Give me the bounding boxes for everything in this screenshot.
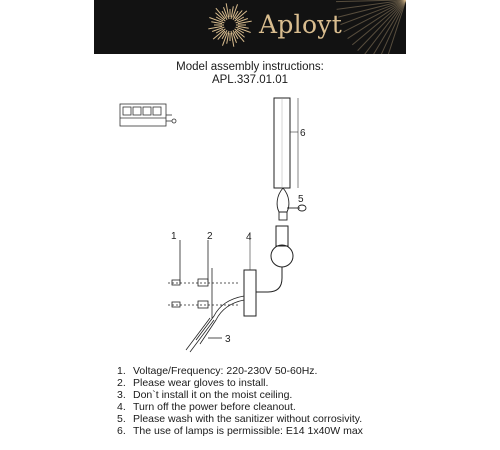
instruction-item: 5. Please wash with the sanitizer without corrosivity. [117,413,363,425]
instruction-item: 1. Voltage/Frequency: 220-230V 50-60Hz. [117,365,318,377]
wall-base-drawing [244,270,256,316]
callout-2: 2 [207,231,213,242]
power-wires-drawing [186,296,244,352]
instruction-item: 6. The use of lamps is permissible: E14 1x40W max [117,425,363,437]
callout-6: 6 [300,128,306,139]
instruction-item: 3. Don`t install it on the moist ceiling. [117,389,293,401]
callout-3: 3 [225,334,231,345]
title-heading: Model assembly instructions: [176,61,324,73]
model-number: APL.337.01.01 [211,74,289,86]
instruction-list [117,365,363,437]
instruction-item: 4. Turn off the power before cleanout. [117,401,296,413]
callout-4: 4 [246,232,252,243]
brand-name: Aployt [259,10,343,39]
lamp-shade-drawing [274,98,290,188]
callout-5: 5 [298,194,304,205]
instruction-item: 2. Please wear gloves to install. [117,377,269,389]
terminal-block-drawing [120,104,176,126]
callout-1: 1 [171,231,177,242]
socket-arm-drawing [256,226,293,292]
